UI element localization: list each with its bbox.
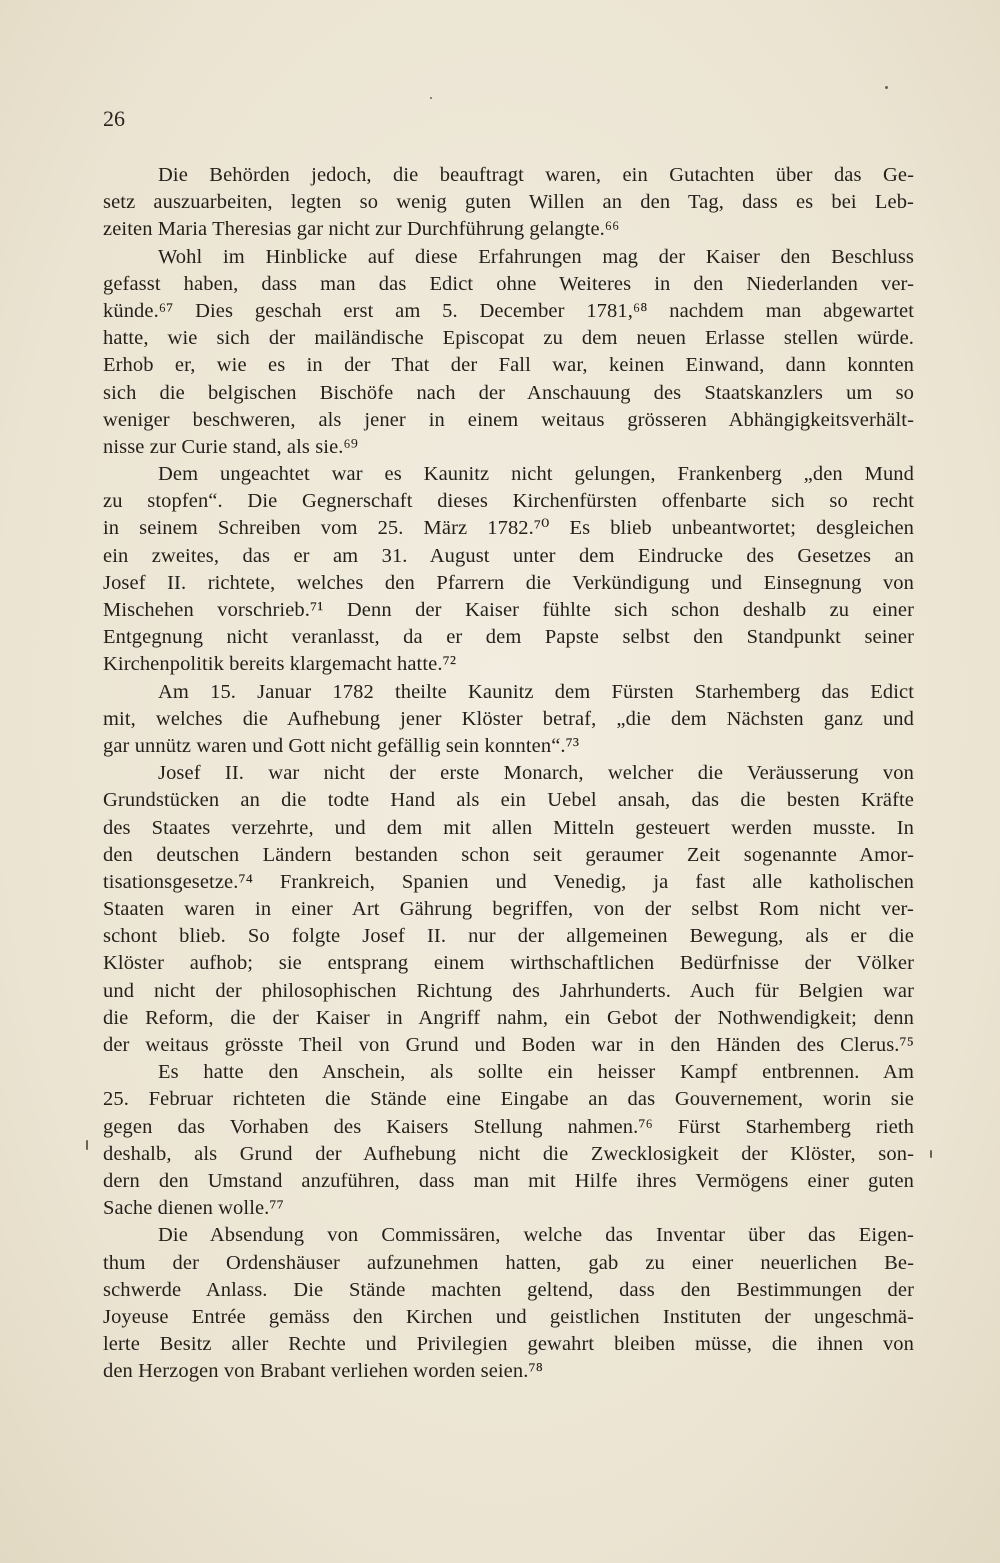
text-line: Joyeuse Entrée gemäss den Kirchen und geistlichen Instituten der ungeschmä-	[103, 1305, 914, 1328]
paper-speck	[930, 1150, 932, 1158]
text-line: und nicht der philosophischen Richtung des Jahrhunderts. Auch für Belgien war	[103, 979, 914, 1002]
text-line: schont blieb. So folgte Josef II. nur der allgemeinen Bewegung, als er die	[103, 925, 914, 948]
text-line: Wohl im Hinblicke auf diese Erfahrungen mag der Kaiser den Beschluss	[158, 245, 914, 268]
text-line: zu stopfen“. Die Gegnerschaft dieses Kirchenfürsten offenbarte sich so recht	[103, 490, 914, 513]
text-line: den deutschen Ländern bestanden schon seit geraumer Zeit sogenannte Amor-	[103, 843, 914, 866]
text-line: thum der Ordenshäuser aufzunehmen hatten, gab zu einer neuerlichen Be-	[103, 1251, 914, 1274]
text-line: gefasst haben, dass man das Edict ohne Weiteres in den Niederlanden ver-	[103, 272, 914, 295]
text-line: dern den Umstand anzuführen, dass man mit Hilfe ihres Vermögens einer guten	[103, 1169, 914, 1192]
text-line: Klöster aufhob; sie entsprang einem wirthschaftlichen Bedürfnisse der Völker	[103, 952, 914, 975]
text-line: künde.⁶⁷ Dies geschah erst am 5. December 1781,⁶⁸ nachdem man abgewartet	[103, 299, 914, 322]
text-line: die Reform, die der Kaiser in Angriff nahm, ein Gebot der Nothwendigkeit; denn	[103, 1006, 914, 1029]
text-line: mit, welches die Aufhebung jener Klöster betraf, „die dem Nächsten ganz und	[103, 707, 914, 730]
text-line: lerte Besitz aller Rechte und Privilegien gewahrt bleiben müsse, die ihnen von	[103, 1333, 914, 1356]
text-line: Josef II. war nicht der erste Monarch, welcher die Veräusserung von	[158, 762, 914, 785]
text-line: gegen das Vorhaben des Kaisers Stellung nahmen.⁷⁶ Fürst Starhemberg rieth	[103, 1115, 914, 1138]
text-line: gar unnütz waren und Gott nicht gefällig sein konnten“.⁷³	[103, 734, 580, 757]
text-line: Dem ungeachtet war es Kaunitz nicht gelungen, Frankenberg „den Mund	[158, 463, 914, 486]
text-line: des Staates verzehrte, und dem mit allen Mitteln gesteuert werden musste. In	[103, 816, 914, 839]
text-line: sich die belgischen Bischöfe nach der Anschauung des Staatskanzlers um so	[103, 381, 914, 404]
text-line: Die Behörden jedoch, die beauftragt waren, ein Gutachten über das Ge-	[158, 164, 914, 186]
paper-speck	[430, 97, 432, 99]
text-line: schwerde Anlass. Die Stände machten geltend, dass den Bestimmungen der	[103, 1278, 914, 1301]
text-line: Entgegnung nicht veranlasst, da er dem Papste selbst den Standpunkt seiner	[103, 626, 914, 649]
text-line: Es hatte den Anschein, als sollte ein heisser Kampf entbrennen. Am	[158, 1061, 914, 1084]
text-line: Mischehen vorschrieb.⁷¹ Denn der Kaiser fühlte sich schon deshalb zu einer	[103, 599, 914, 621]
text-line: Grundstücken an die todte Hand als ein Uebel ansah, das die besten Kräfte	[103, 789, 914, 812]
text-line: Sache dienen wolle.⁷⁷	[103, 1197, 284, 1220]
body-text	[103, 162, 914, 1385]
page-number: 26	[103, 106, 125, 131]
paper-speck	[86, 1140, 88, 1150]
paper-speck	[885, 86, 888, 89]
text-line: weniger beschweren, als jener in einem weitaus grösseren Abhängigkeitsverhält-	[103, 408, 914, 431]
text-line: 25. Februar richteten die Stände eine Eingabe an das Gouvernement, worin sie	[103, 1088, 914, 1111]
text-line: deshalb, als Grund der Aufhebung nicht die Zwecklosigkeit der Klöster, son-	[103, 1142, 914, 1165]
text-line: den Herzogen von Brabant verliehen worden seien.⁷⁸	[103, 1360, 543, 1383]
text-line: Die Absendung von Commissären, welche das Inventar über das Eigen-	[158, 1224, 914, 1247]
text-line: nisse zur Curie stand, als sie.⁶⁹	[103, 435, 359, 458]
text-line: setz auszuarbeiten, legten so wenig guten Willen an den Tag, dass es bei Leb-	[103, 191, 914, 214]
text-line: der weitaus grösste Theil von Grund und Boden war in den Händen des Clerus.⁷⁵	[103, 1034, 914, 1056]
text-line: Kirchenpolitik bereits klargemacht hatte.⁷²	[103, 653, 457, 676]
text-line: Staaten waren in einer Art Gährung begriffen, von der selbst Rom nicht ver-	[103, 898, 914, 921]
text-line: hatte, wie sich der mailändische Episcopat zu dem neuen Erlasse stellen würde.	[103, 327, 914, 350]
text-line: zeiten Maria Theresias gar nicht zur Durchführung gelangte.⁶⁶	[103, 218, 620, 241]
text-line: Am 15. Januar 1782 theilte Kaunitz dem Fürsten Starhemberg das Edict	[158, 680, 914, 703]
text-line: Josef II. richtete, welches den Pfarrern die Verkündigung und Einsegnung von	[103, 571, 914, 594]
text-line: Erhob er, wie es in der That der Fall war, keinen Einwand, dann konnten	[103, 354, 914, 377]
text-line: in seinem Schreiben vom 25. März 1782.⁷⁰ Es blieb unbeantwortet; desgleichen	[103, 517, 914, 540]
text-line: ein zweites, das er am 31. August unter dem Eindrucke des Gesetzes an	[103, 544, 914, 567]
text-line: tisationsgesetze.⁷⁴ Frankreich, Spanien und Venedig, ja fast alle katholischen	[103, 870, 914, 893]
